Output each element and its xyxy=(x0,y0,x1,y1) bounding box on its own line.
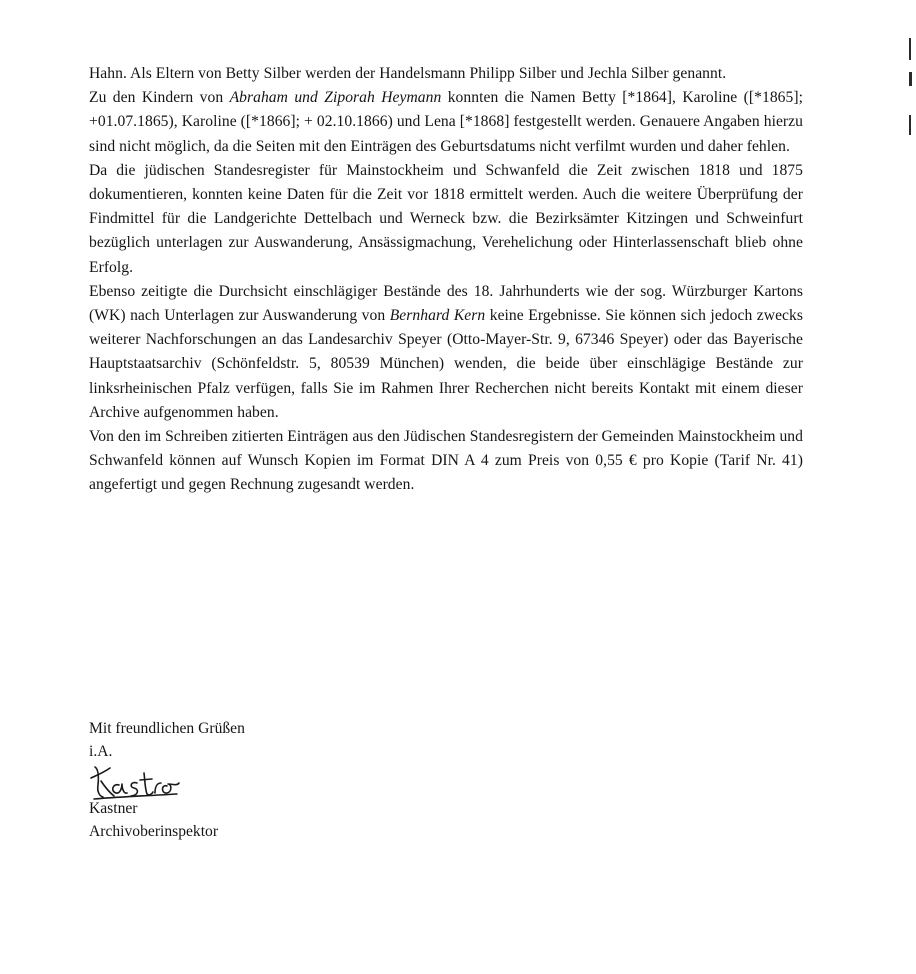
paragraph xyxy=(89,280,803,425)
text-segment: Da die jüdischen Standesregister für Mainstockheim und Schwanfeld die Zeit zwischen 1818 und 1875 dokumentieren, konnten keine Daten für die Zeit vor 1818 ermittelt werden. Auch die weitere Überprüfung der Findmittel für die Landgerichte Dettelbach und Werneck bzw. die Bezirksämter Kitzingen und Schweinfurt bezüglich unterlagen zur Auswanderung, Ansässigmachung, Verehelichung oder Hinterlassenschaft blieb ohne Erfolg. xyxy=(89,161,803,276)
text-segment: konnten die Namen Betty [*1864], Karoline ([*1865]; +01.07.1865), Karoline ([*1866]; + 02.10.1866) und Lena [*1868] festgestellt werden. Genauere Angaben hierzu sind nicht möglich, da die Seiten mit den Einträgen des Geburtsdatums nicht verfilmt wurden und daher fehlen. xyxy=(89,89,803,155)
paragraph xyxy=(89,159,803,280)
scan-edge-mark xyxy=(909,72,912,86)
text-segment: Von den im Schreiben zitierten Einträgen aus den Jüdischen Standesregistern der Gemeinden Mainstockheim und Schwanfeld können auf Wunsch Kopien im Format DIN A 4 zum Preis von 0,55 € pro Kopie (Tarif Nr. 41) angefertigt und gegen Rechnung zugesandt werden. xyxy=(89,428,803,494)
paragraph xyxy=(89,425,803,498)
text-segment: Zu den Kindern von xyxy=(89,89,230,107)
paragraph xyxy=(89,62,803,86)
signatory-name: Kastner xyxy=(89,800,138,817)
text-segment: Ebenso zeitigte die Durchsicht einschlägiger Bestände des 18. Jahrhunderts wie der sog. Würzburger Kartons (WK) nach Unterlagen zur Auswanderung von xyxy=(89,282,803,325)
italic-name: Bernhard Kern xyxy=(389,307,486,325)
signatory-title: Archivoberinspektor xyxy=(89,823,219,840)
ia-line: i.A. xyxy=(89,743,113,760)
text-segment: keine Ergebnisse. Sie können sich jedoch zwecks weiterer Nachforschungen an das Landesarchiv Speyer (Otto-Mayer-Str. 9, 67346 Speyer) oder das Bayerische Hauptstaatsarchiv (Schönfeldstr. 5, 80539 München) wenden, die beide über einschlägige Bestände zur linksrheinischen Pfalz verfügen, falls Sie im Rahmen Ihrer Recherchen nicht bereits Kontakt mit einem dieser Archive aufgenommen haben. xyxy=(89,307,803,421)
italic-name: Abraham und Ziporah Heymann xyxy=(229,89,442,107)
text-segment: Hahn. Als Eltern von Betty Silber werden der Handelsmann Philipp Silber und Jechla Silber genannt. xyxy=(89,65,727,82)
closing-block xyxy=(89,717,245,843)
scan-edge-mark xyxy=(909,115,911,135)
scan-edge-mark xyxy=(909,38,911,60)
paragraph xyxy=(89,86,803,159)
greeting: Mit freundlichen Grüßen xyxy=(89,720,245,737)
letter-body xyxy=(89,62,803,498)
